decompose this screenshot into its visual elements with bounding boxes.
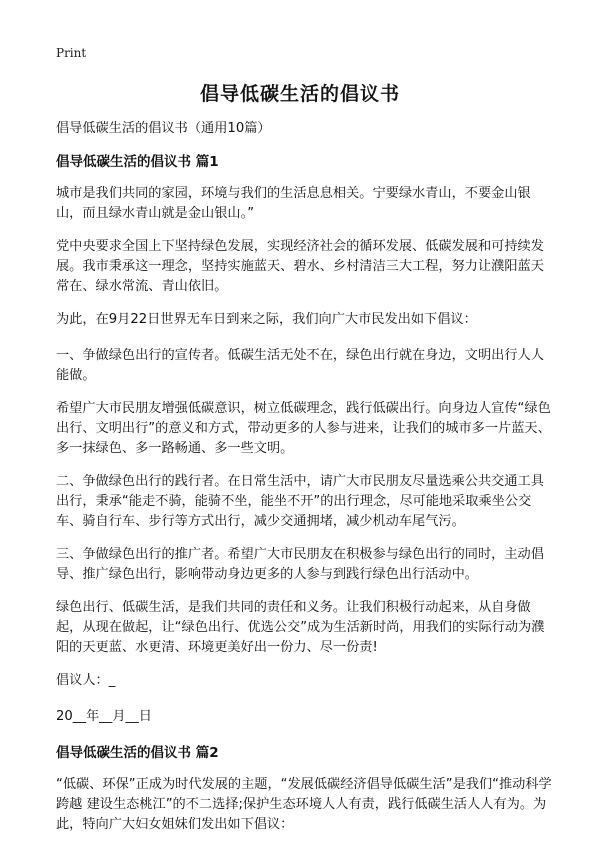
document-subtitle: 倡导低碳生活的倡议书（通用10篇） <box>56 121 271 136</box>
section-heading-1: 倡导低碳生活的倡议书 篇1 <box>56 154 219 170</box>
paragraph-conclusion: 绿色出行、低碳生活，是我们共同的责任和义务。让我们积极行动起来，从自身做起，从现在做起，让“绿色出行、优选公交”成为生活新时尚，用我们的实际行动为濮阳的天更蓝、水更清、环境更美好出一份力、尽一份责! <box>56 600 545 655</box>
date-line: 20__年__月__日 <box>56 709 152 724</box>
page-title: 倡导低碳生活的倡议书 <box>199 83 400 105</box>
print-link[interactable]: Print <box>56 46 87 60</box>
signature-line: 倡议人：_ <box>56 673 116 688</box>
paragraph-policy: 党中央要求全国上下坚持绿色发展，实现经济社会的循环发展、低碳发展和可持续发展。我市秉承这一理念，坚持实施蓝天、碧水、乡村清洁三大工程，努力让濮阳蓝天常在、绿水常流、青山依旧。 <box>56 239 544 294</box>
paragraph-point-1: 一、争做绿色出行的宣传者。低碳生活无处不在，绿色出行就在身边，文明出行人人能做。 <box>56 348 544 383</box>
paragraph-point-2: 二、争做绿色出行的践行者。在日常生活中，请广大市民朋友尽量选乘公共交通工具出行，秉承“能走不骑，能骑不坐，能坐不开”的出行理念，尽可能地采取乘坐公交车、骑自行车、步行等方式出行，减少交通拥堵，减少机动车尾气污。 <box>56 474 544 529</box>
document-body <box>56 119 552 848</box>
paragraph-section-2-intro: “低碳、环保”正成为时代发展的主题，“发展低碳经济倡导低碳生活”是我们“推动科学跨越 建设生态桃江”的不二选择;保护生态环境人人有责，践行低碳生活人人有为。为此，特向广大妇女姐妹们发出如下倡议： <box>56 777 552 832</box>
paragraph-announcement: 为此，在9月22日世界无车日到来之际，我们向广大市民发出如下倡议： <box>56 312 477 327</box>
paragraph-point-1-detail: 希望广大市民朋友增强低碳意识，树立低碳理念，践行低碳出行。向身边人宣传“绿色出行、文明出行”的意义和方式，带动更多的人参与进来，让我们的城市多一片蓝天、多一抹绿色、多一路畅通、多一些文明。 <box>56 401 551 456</box>
paragraph-intro: 城市是我们共同的家园，环境与我们的生活息息相关。宁要绿水青山，不要金山银山，而且绿水青山就是金山银山。” <box>56 186 531 221</box>
paragraph-point-3: 三、争做绿色出行的推广者。希望广大市民朋友在积极参与绿色出行的同时，主动倡导、推广绿色出行，影响带动身边更多的人参与到践行绿色出行活动中。 <box>56 547 544 582</box>
section-heading-2: 倡导低碳生活的倡议书 篇2 <box>56 745 219 761</box>
